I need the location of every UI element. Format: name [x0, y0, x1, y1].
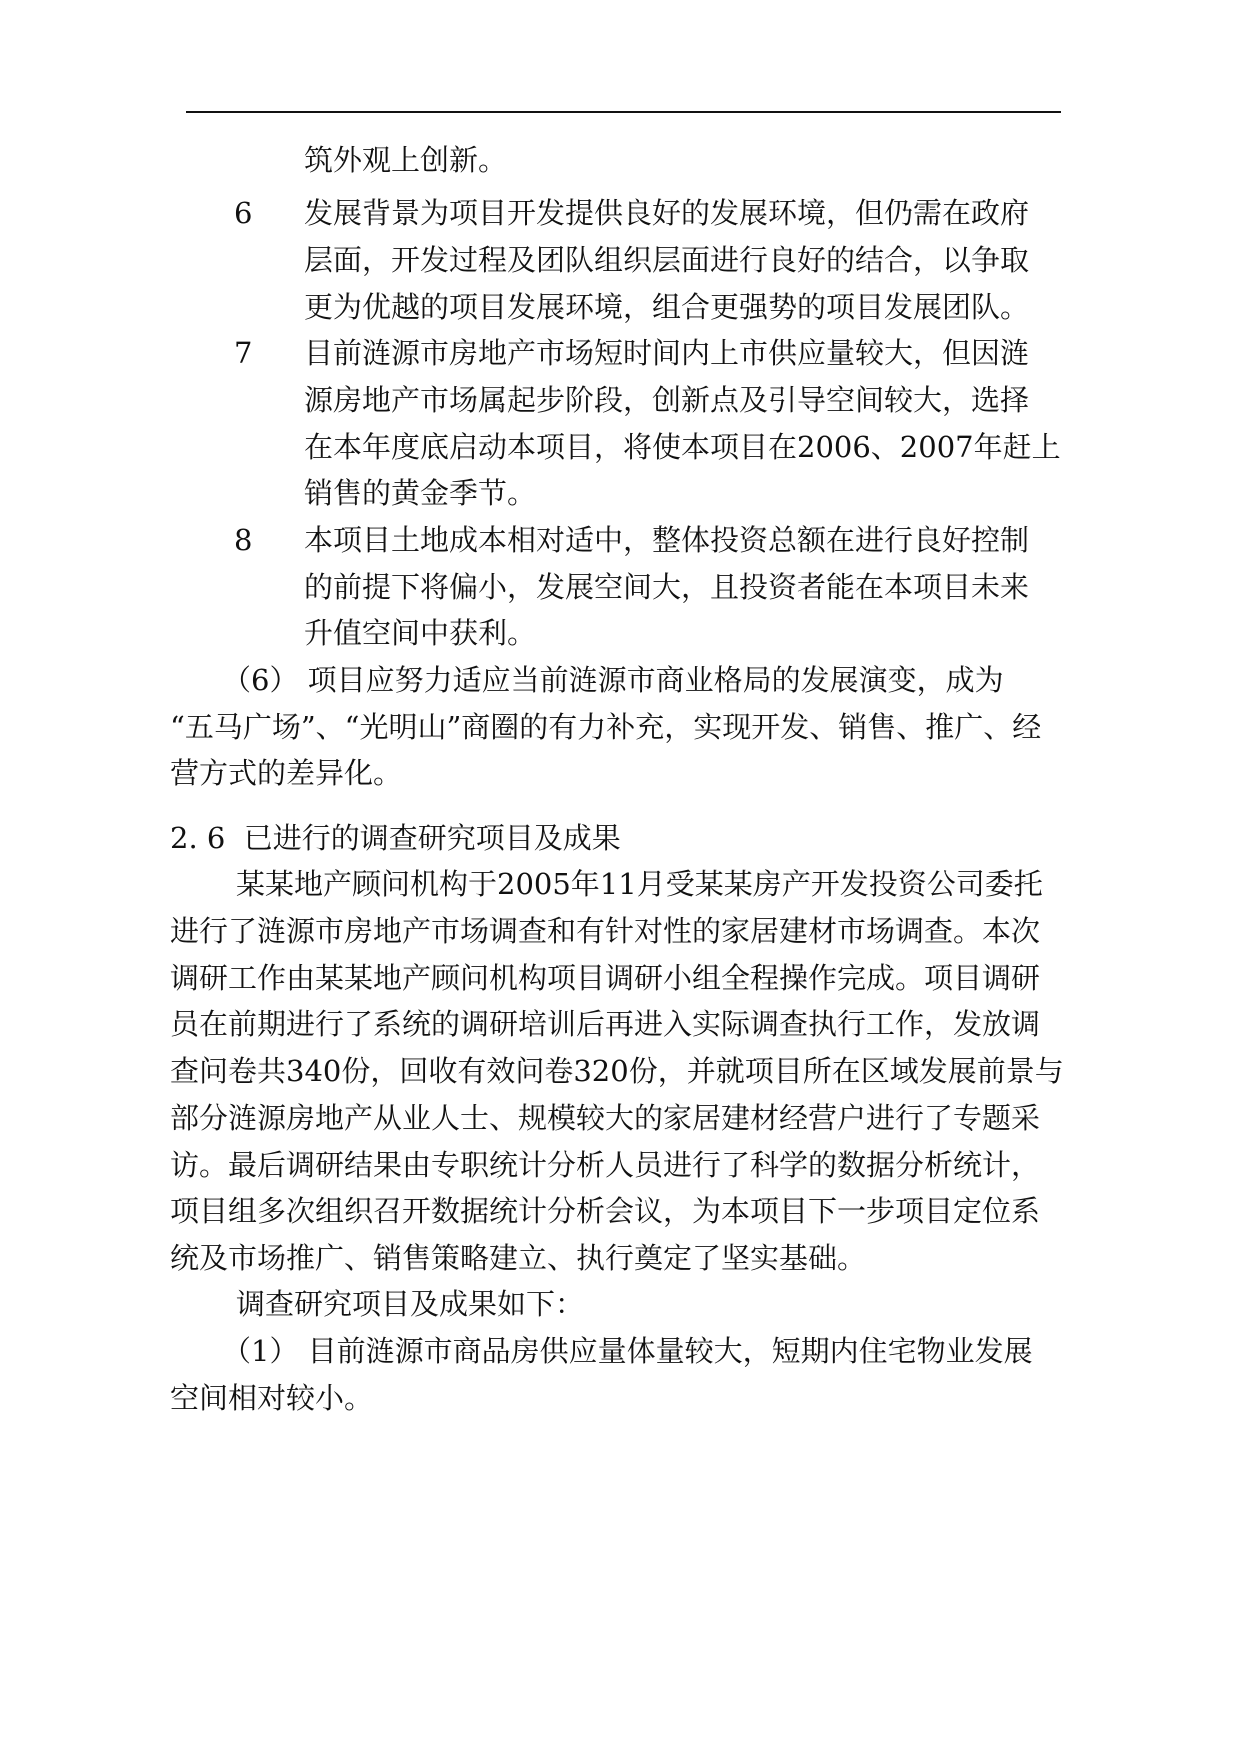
list-item-line: 销售的黄金季节。 — [304, 476, 537, 510]
results-intro: 调查研究项目及成果如下： — [236, 1287, 585, 1321]
list-item-line: 在本年度底启动本项目，将使本项目在2006、2007年赶上 — [304, 430, 1061, 464]
paragraph-line: 调研工作由某某地产顾问机构项目调研小组全程操作完成。项目调研 — [170, 961, 1041, 995]
list-item-line: 本项目土地成本相对适中，整体投资总额在进行良好控制 — [304, 523, 1030, 557]
list-item-line: 发展背景为项目开发提供良好的发展环境，但仍需在政府 — [304, 196, 1030, 230]
paragraph-line: 查问卷共340份，回收有效问卷320份，并就项目所在区域发展前景与 — [170, 1054, 1064, 1088]
section-heading: 2. 6 已进行的调查研究项目及成果 — [170, 821, 621, 855]
list-item-line: 层面，开发过程及团队组织层面进行良好的结合，以争取 — [304, 243, 1030, 277]
list-item-number: 6 — [234, 196, 253, 230]
header-rule — [186, 111, 1061, 113]
paragraph-line: 员在前期进行了系统的调研培训后再进入实际调查执行工作，发放调 — [170, 1007, 1041, 1041]
list-item-line: 目前涟源市房地产市场短时间内上市供应量较大，但因涟 — [304, 336, 1030, 370]
list-item-line: 的前提下将偏小，发展空间大，且投资者能在本项目未来 — [304, 570, 1030, 604]
paragraph-line: 部分涟源房地产从业人士、规模较大的家居建材经营户进行了专题采 — [170, 1101, 1041, 1135]
list-item-line: 升值空间中获利。 — [304, 616, 537, 650]
list-item-continuation: 筑外观上创新。 — [304, 143, 508, 177]
paragraph-line: 访。最后调研结果由专职统计分析人员进行了科学的数据分析统计， — [170, 1148, 1041, 1182]
list-item-line: 更为优越的项目发展环境，组合更强势的项目发展团队。 — [304, 290, 1030, 324]
list-item-number: 7 — [234, 336, 253, 370]
paragraph-line: 统及市场推广、销售策略建立、执行奠定了坚实基础。 — [170, 1241, 867, 1275]
paragraph-line: “五马广场”、“光明山”商圈的有力补充，实现开发、销售、推广、经 — [170, 710, 1042, 744]
paragraph-line: 营方式的差异化。 — [170, 756, 403, 790]
list-item-number: 8 — [234, 523, 253, 557]
paragraph-line: 进行了涟源市房地产市场调查和有针对性的家居建材市场调查。本次 — [170, 914, 1041, 948]
paragraph-line: 空间相对较小。 — [170, 1381, 374, 1415]
list-item-line: 源房地产市场属起步阶段，创新点及引导空间较大，选择 — [304, 383, 1030, 417]
paragraph-line: （1） 目前涟源市商品房供应量体量较大，短期内住宅物业发展 — [222, 1334, 1033, 1368]
paragraph-line: 某某地产顾问机构于2005年11月受某某房产开发投资公司委托 — [236, 867, 1043, 901]
paragraph-line: （6） 项目应努力适应当前涟源市商业格局的发展演变，成为 — [222, 663, 1004, 697]
paragraph-line: 项目组多次组织召开数据统计分析会议，为本项目下一步项目定位系 — [170, 1194, 1041, 1228]
